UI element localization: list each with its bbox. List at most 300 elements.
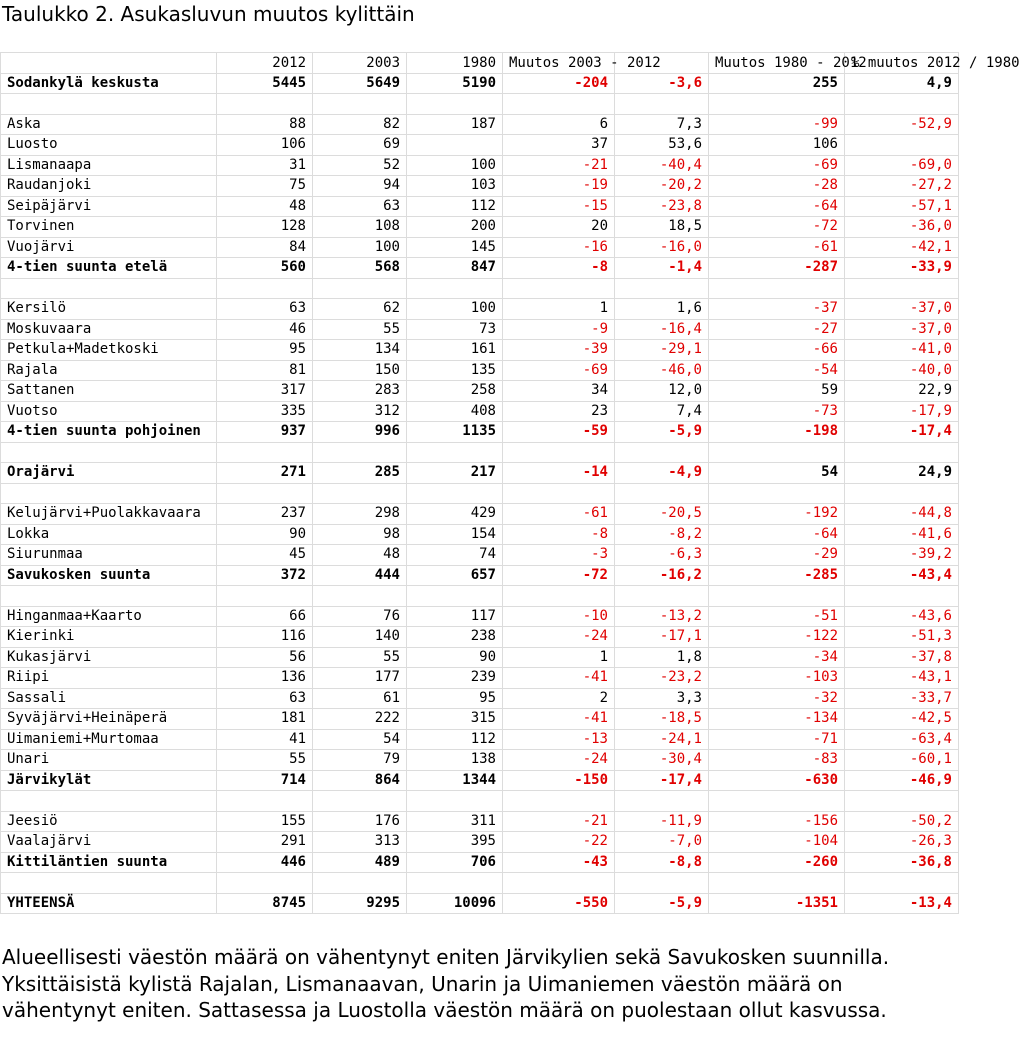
spacer-cell xyxy=(313,586,407,607)
pop-1980: 706 xyxy=(407,852,503,873)
pop-2003: 63 xyxy=(313,196,407,217)
pop-2003: 55 xyxy=(313,647,407,668)
pop-2012: 291 xyxy=(217,832,313,853)
pct-change-2003-2012: -17,1 xyxy=(615,627,709,648)
pct-change-2003-2012: -3,6 xyxy=(615,73,709,94)
change-1980-2012: 106 xyxy=(709,135,845,156)
pop-2003: 9295 xyxy=(313,893,407,914)
pop-1980: 315 xyxy=(407,709,503,730)
spacer-cell xyxy=(615,586,709,607)
header-village xyxy=(1,53,217,74)
spacer-row xyxy=(1,278,959,299)
pop-2003: 177 xyxy=(313,668,407,689)
spacer-cell xyxy=(1,278,217,299)
pct-change-1980-2012: -57,1 xyxy=(845,196,959,217)
pop-2012: 55 xyxy=(217,750,313,771)
pop-2012: 75 xyxy=(217,176,313,197)
pct-change-2003-2012: -30,4 xyxy=(615,750,709,771)
village-name: Moskuvaara xyxy=(1,319,217,340)
table-row xyxy=(1,709,959,730)
pct-change-1980-2012: -41,0 xyxy=(845,340,959,361)
spacer-row xyxy=(1,791,959,812)
pop-2003: 150 xyxy=(313,360,407,381)
spacer-cell xyxy=(615,873,709,894)
pop-2012: 116 xyxy=(217,627,313,648)
spacer-cell xyxy=(1,791,217,812)
pop-2012: 8745 xyxy=(217,893,313,914)
pop-1980: 5190 xyxy=(407,73,503,94)
village-name: Orajärvi xyxy=(1,463,217,484)
pop-1980: 74 xyxy=(407,545,503,566)
pop-1980: 1135 xyxy=(407,422,503,443)
change-2003-2012: -13 xyxy=(503,729,615,750)
pop-2003: 176 xyxy=(313,811,407,832)
spacer-cell xyxy=(1,483,217,504)
pop-2012: 155 xyxy=(217,811,313,832)
table-total-row xyxy=(1,852,959,873)
pct-change-1980-2012: -51,3 xyxy=(845,627,959,648)
change-2003-2012: -61 xyxy=(503,504,615,525)
pct-change-1980-2012: -41,6 xyxy=(845,524,959,545)
pop-2012: 63 xyxy=(217,688,313,709)
spacer-cell xyxy=(845,442,959,463)
spacer-cell xyxy=(407,586,503,607)
table-row xyxy=(1,688,959,709)
pop-2003: 140 xyxy=(313,627,407,648)
table-row xyxy=(1,545,959,566)
table-row xyxy=(1,299,959,320)
spacer-cell xyxy=(845,483,959,504)
change-2003-2012: -16 xyxy=(503,237,615,258)
pop-1980: 239 xyxy=(407,668,503,689)
header-change-2003-2012: Muutos 2003 - 2012 xyxy=(503,53,615,74)
village-name: Kierinki xyxy=(1,627,217,648)
change-1980-2012: -72 xyxy=(709,217,845,238)
change-1980-2012: -51 xyxy=(709,606,845,627)
change-2003-2012: 1 xyxy=(503,647,615,668)
pop-2003: 82 xyxy=(313,114,407,135)
pct-change-2003-2012: -23,2 xyxy=(615,668,709,689)
village-name: Hinganmaa+Kaarto xyxy=(1,606,217,627)
pop-1980: 145 xyxy=(407,237,503,258)
change-1980-2012: -27 xyxy=(709,319,845,340)
change-1980-2012: 255 xyxy=(709,73,845,94)
spacer-cell xyxy=(615,791,709,812)
village-name: Lokka xyxy=(1,524,217,545)
village-name: Jeesiö xyxy=(1,811,217,832)
change-2003-2012: -69 xyxy=(503,360,615,381)
change-1980-2012: -134 xyxy=(709,709,845,730)
pop-2012: 136 xyxy=(217,668,313,689)
pct-change-1980-2012: -17,4 xyxy=(845,422,959,443)
change-2003-2012: -39 xyxy=(503,340,615,361)
village-name: Vuojärvi xyxy=(1,237,217,258)
spacer-cell xyxy=(313,483,407,504)
village-name: Syväjärvi+Heinäperä xyxy=(1,709,217,730)
village-name: Raudanjoki xyxy=(1,176,217,197)
pop-1980: 200 xyxy=(407,217,503,238)
pop-2003: 489 xyxy=(313,852,407,873)
change-2003-2012: -150 xyxy=(503,770,615,791)
pop-1980: 73 xyxy=(407,319,503,340)
pop-1980: 154 xyxy=(407,524,503,545)
change-2003-2012: 37 xyxy=(503,135,615,156)
pop-2012: 372 xyxy=(217,565,313,586)
village-name: Sattanen xyxy=(1,381,217,402)
pop-2012: 317 xyxy=(217,381,313,402)
pop-1980: 95 xyxy=(407,688,503,709)
village-name: 4-tien suunta pohjoinen xyxy=(1,422,217,443)
change-2003-2012: 2 xyxy=(503,688,615,709)
spacer-cell xyxy=(845,278,959,299)
spacer-cell xyxy=(407,483,503,504)
village-name: Riipi xyxy=(1,668,217,689)
pop-2012: 106 xyxy=(217,135,313,156)
pop-2003: 61 xyxy=(313,688,407,709)
pop-1980: 100 xyxy=(407,299,503,320)
village-name: Savukosken suunta xyxy=(1,565,217,586)
pop-2003: 79 xyxy=(313,750,407,771)
table-row xyxy=(1,811,959,832)
pct-change-2003-2012: 1,8 xyxy=(615,647,709,668)
change-2003-2012: -24 xyxy=(503,750,615,771)
village-name: Sassali xyxy=(1,688,217,709)
pop-1980: 238 xyxy=(407,627,503,648)
pop-1980: 90 xyxy=(407,647,503,668)
pct-change-2003-2012: 53,6 xyxy=(615,135,709,156)
pop-2012: 335 xyxy=(217,401,313,422)
pop-2012: 81 xyxy=(217,360,313,381)
village-name: Sodankylä keskusta xyxy=(1,73,217,94)
change-1980-2012: -34 xyxy=(709,647,845,668)
change-2003-2012: 6 xyxy=(503,114,615,135)
pop-2003: 54 xyxy=(313,729,407,750)
pop-1980: 429 xyxy=(407,504,503,525)
table-row xyxy=(1,155,959,176)
header-change-1980-2012: Muutos 1980 - 2012 xyxy=(709,53,845,74)
table-row xyxy=(1,135,959,156)
change-1980-2012: -37 xyxy=(709,299,845,320)
pop-1980: 395 xyxy=(407,832,503,853)
spacer-cell xyxy=(313,873,407,894)
spacer-cell xyxy=(217,278,313,299)
spacer-cell xyxy=(709,586,845,607)
table-row xyxy=(1,668,959,689)
table-row xyxy=(1,524,959,545)
pct-change-2003-2012: 7,4 xyxy=(615,401,709,422)
change-1980-2012: -104 xyxy=(709,832,845,853)
spacer-cell xyxy=(313,791,407,812)
pop-2003: 55 xyxy=(313,319,407,340)
pct-change-2003-2012: -8,2 xyxy=(615,524,709,545)
table-row xyxy=(1,176,959,197)
pop-1980: 100 xyxy=(407,155,503,176)
change-2003-2012: -9 xyxy=(503,319,615,340)
spacer-cell xyxy=(313,94,407,115)
spacer-cell xyxy=(615,278,709,299)
spacer-cell xyxy=(407,791,503,812)
table-row xyxy=(1,360,959,381)
pct-change-1980-2012: -46,9 xyxy=(845,770,959,791)
spacer-cell xyxy=(407,278,503,299)
change-2003-2012: 20 xyxy=(503,217,615,238)
table-total-row xyxy=(1,73,959,94)
pop-2003: 134 xyxy=(313,340,407,361)
table-row xyxy=(1,606,959,627)
change-2003-2012: -10 xyxy=(503,606,615,627)
change-2003-2012: -41 xyxy=(503,668,615,689)
table-row xyxy=(1,217,959,238)
change-1980-2012: -285 xyxy=(709,565,845,586)
change-1980-2012: -71 xyxy=(709,729,845,750)
pct-change-2003-2012: -13,2 xyxy=(615,606,709,627)
pct-change-1980-2012: -33,7 xyxy=(845,688,959,709)
spacer-cell xyxy=(845,873,959,894)
pct-change-1980-2012: -26,3 xyxy=(845,832,959,853)
pop-1980: 217 xyxy=(407,463,503,484)
pop-2012: 128 xyxy=(217,217,313,238)
change-1980-2012: -28 xyxy=(709,176,845,197)
pop-1980: 112 xyxy=(407,729,503,750)
spacer-cell xyxy=(709,873,845,894)
pop-2012: 5445 xyxy=(217,73,313,94)
change-2003-2012: 34 xyxy=(503,381,615,402)
change-1980-2012: -83 xyxy=(709,750,845,771)
table-row xyxy=(1,237,959,258)
pct-change-2003-2012: 18,5 xyxy=(615,217,709,238)
pop-2003: 285 xyxy=(313,463,407,484)
pop-2012: 48 xyxy=(217,196,313,217)
pct-change-2003-2012: -16,2 xyxy=(615,565,709,586)
pop-2003: 62 xyxy=(313,299,407,320)
pct-change-1980-2012: -43,1 xyxy=(845,668,959,689)
spacer-cell xyxy=(845,94,959,115)
pct-change-2003-2012: -16,0 xyxy=(615,237,709,258)
pop-2012: 45 xyxy=(217,545,313,566)
pct-change-1980-2012: -42,5 xyxy=(845,709,959,730)
spacer-cell xyxy=(1,586,217,607)
page-title: Taulukko 2. Asukasluvun muutos kylittäin xyxy=(2,2,415,26)
change-2003-2012: -22 xyxy=(503,832,615,853)
pct-change-1980-2012: -17,9 xyxy=(845,401,959,422)
spacer-row xyxy=(1,442,959,463)
table-row xyxy=(1,381,959,402)
change-2003-2012: -14 xyxy=(503,463,615,484)
change-1980-2012: -54 xyxy=(709,360,845,381)
spacer-cell xyxy=(217,873,313,894)
change-2003-2012: -550 xyxy=(503,893,615,914)
pop-1980: 657 xyxy=(407,565,503,586)
village-name: Kukasjärvi xyxy=(1,647,217,668)
village-name: Petkula+Madetkoski xyxy=(1,340,217,361)
spacer-cell xyxy=(503,278,615,299)
pct-change-1980-2012: -13,4 xyxy=(845,893,959,914)
pop-2012: 714 xyxy=(217,770,313,791)
table-row xyxy=(1,647,959,668)
table-total-row xyxy=(1,463,959,484)
pop-2003: 283 xyxy=(313,381,407,402)
pct-change-1980-2012: 4,9 xyxy=(845,73,959,94)
table-row xyxy=(1,196,959,217)
spacer-cell xyxy=(407,442,503,463)
spacer-cell xyxy=(615,483,709,504)
pct-change-1980-2012: -33,9 xyxy=(845,258,959,279)
pop-2003: 298 xyxy=(313,504,407,525)
spacer-cell xyxy=(503,442,615,463)
header-2012: 2012 xyxy=(217,53,313,74)
pct-change-1980-2012: -37,0 xyxy=(845,319,959,340)
spacer-cell xyxy=(217,483,313,504)
table-row xyxy=(1,627,959,648)
pop-1980: 187 xyxy=(407,114,503,135)
change-1980-2012: -64 xyxy=(709,524,845,545)
village-name: YHTEENSÄ xyxy=(1,893,217,914)
spacer-cell xyxy=(217,586,313,607)
pct-change-2003-2012: -16,4 xyxy=(615,319,709,340)
table-row xyxy=(1,319,959,340)
pop-2012: 84 xyxy=(217,237,313,258)
village-name: Torvinen xyxy=(1,217,217,238)
header-2003: 2003 xyxy=(313,53,407,74)
pop-2012: 56 xyxy=(217,647,313,668)
pop-2003: 76 xyxy=(313,606,407,627)
village-name: Kersilö xyxy=(1,299,217,320)
change-2003-2012: -21 xyxy=(503,811,615,832)
spacer-cell xyxy=(845,791,959,812)
village-name: Luosto xyxy=(1,135,217,156)
pop-2003: 100 xyxy=(313,237,407,258)
pop-2012: 446 xyxy=(217,852,313,873)
change-1980-2012: -61 xyxy=(709,237,845,258)
pct-change-1980-2012: -37,0 xyxy=(845,299,959,320)
pct-change-1980-2012: -37,8 xyxy=(845,647,959,668)
pop-2012: 95 xyxy=(217,340,313,361)
change-2003-2012: -15 xyxy=(503,196,615,217)
spacer-cell xyxy=(407,94,503,115)
pop-2012: 41 xyxy=(217,729,313,750)
pop-2003: 312 xyxy=(313,401,407,422)
pop-2003: 222 xyxy=(313,709,407,730)
pct-change-2003-2012: -8,8 xyxy=(615,852,709,873)
village-name: 4-tien suunta etelä xyxy=(1,258,217,279)
pop-1980 xyxy=(407,135,503,156)
change-1980-2012: 59 xyxy=(709,381,845,402)
pct-change-1980-2012: -40,0 xyxy=(845,360,959,381)
change-1980-2012: -69 xyxy=(709,155,845,176)
change-1980-2012: -630 xyxy=(709,770,845,791)
change-2003-2012: 1 xyxy=(503,299,615,320)
change-2003-2012: -59 xyxy=(503,422,615,443)
table-total-row xyxy=(1,893,959,914)
change-2003-2012: -8 xyxy=(503,524,615,545)
pop-2012: 237 xyxy=(217,504,313,525)
table-header-row xyxy=(1,53,959,74)
spacer-cell xyxy=(709,483,845,504)
change-2003-2012: -21 xyxy=(503,155,615,176)
change-2003-2012: -8 xyxy=(503,258,615,279)
header-percent-change: % muutos 2012 / 1980 xyxy=(845,53,959,74)
pop-1980: 1344 xyxy=(407,770,503,791)
change-1980-2012: 54 xyxy=(709,463,845,484)
spacer-cell xyxy=(709,94,845,115)
change-1980-2012: -32 xyxy=(709,688,845,709)
pop-2003: 48 xyxy=(313,545,407,566)
pop-2003: 5649 xyxy=(313,73,407,94)
spacer-cell xyxy=(503,94,615,115)
pct-change-1980-2012: -44,8 xyxy=(845,504,959,525)
pct-change-2003-2012: 7,3 xyxy=(615,114,709,135)
pct-change-2003-2012: 12,0 xyxy=(615,381,709,402)
change-1980-2012: -73 xyxy=(709,401,845,422)
pop-2003: 108 xyxy=(313,217,407,238)
pct-change-1980-2012: -52,9 xyxy=(845,114,959,135)
spacer-row xyxy=(1,873,959,894)
pop-2012: 937 xyxy=(217,422,313,443)
spacer-cell xyxy=(503,586,615,607)
change-2003-2012: -19 xyxy=(503,176,615,197)
change-2003-2012: -41 xyxy=(503,709,615,730)
spacer-cell xyxy=(407,873,503,894)
pop-2003: 996 xyxy=(313,422,407,443)
pct-change-2003-2012: -7,0 xyxy=(615,832,709,853)
pop-1980: 10096 xyxy=(407,893,503,914)
spacer-cell xyxy=(1,873,217,894)
pct-change-1980-2012: -69,0 xyxy=(845,155,959,176)
pct-change-1980-2012: -63,4 xyxy=(845,729,959,750)
pct-change-2003-2012: -29,1 xyxy=(615,340,709,361)
change-2003-2012: -3 xyxy=(503,545,615,566)
pop-2003: 69 xyxy=(313,135,407,156)
pop-2003: 52 xyxy=(313,155,407,176)
table-total-row xyxy=(1,258,959,279)
village-name: Kelujärvi+Puolakkavaara xyxy=(1,504,217,525)
pct-change-2003-2012: -46,0 xyxy=(615,360,709,381)
summary-paragraph: Alueellisesti väestön määrä on vähentynyt eniten Järvikylien sekä Savukosken suunnilla. Yksittäisistä kylistä Rajalan, Lismanaavan, Unarin ja Uimaniemen väestön määrä on vähentynyt eniten. Sattasessa ja Luostolla väestön määrä on puolestaan ollut kasvussa. xyxy=(2,945,890,1022)
pop-2003: 444 xyxy=(313,565,407,586)
pct-change-2003-2012: -20,5 xyxy=(615,504,709,525)
table-row xyxy=(1,114,959,135)
pct-change-1980-2012: 22,9 xyxy=(845,381,959,402)
pct-change-2003-2012: -24,1 xyxy=(615,729,709,750)
spacer-row xyxy=(1,94,959,115)
village-name: Aska xyxy=(1,114,217,135)
spacer-cell xyxy=(615,94,709,115)
pop-1980: 311 xyxy=(407,811,503,832)
change-2003-2012: -43 xyxy=(503,852,615,873)
spacer-cell xyxy=(845,586,959,607)
pct-change-1980-2012: -36,0 xyxy=(845,217,959,238)
pct-change-1980-2012: -60,1 xyxy=(845,750,959,771)
change-1980-2012: -64 xyxy=(709,196,845,217)
pop-2012: 31 xyxy=(217,155,313,176)
village-name: Siurunmaa xyxy=(1,545,217,566)
pop-1980: 117 xyxy=(407,606,503,627)
spacer-cell xyxy=(217,791,313,812)
pop-2003: 864 xyxy=(313,770,407,791)
spacer-cell xyxy=(709,442,845,463)
spacer-cell xyxy=(1,94,217,115)
change-1980-2012: -1351 xyxy=(709,893,845,914)
pop-2012: 181 xyxy=(217,709,313,730)
spacer-row xyxy=(1,483,959,504)
village-name: Rajala xyxy=(1,360,217,381)
village-name: Unari xyxy=(1,750,217,771)
pop-1980: 847 xyxy=(407,258,503,279)
pop-1980: 161 xyxy=(407,340,503,361)
pct-change-2003-2012: 3,3 xyxy=(615,688,709,709)
spacer-cell xyxy=(615,442,709,463)
spacer-cell xyxy=(503,873,615,894)
